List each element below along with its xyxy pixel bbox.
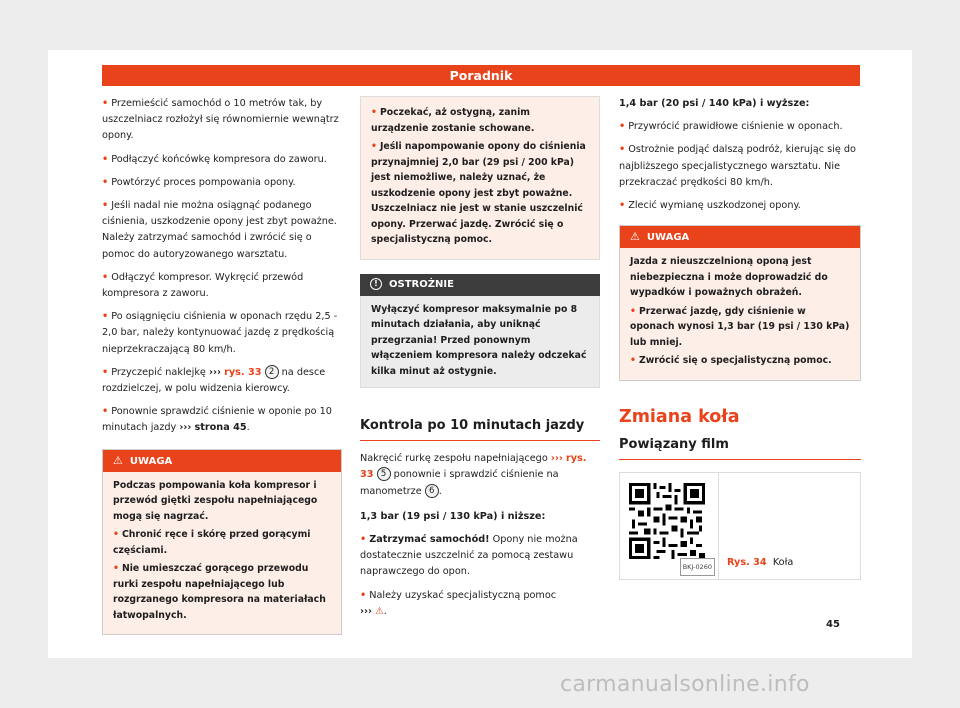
column-3 [619,96,861,580]
warning-continuation [360,96,600,260]
list-item: • Po osiągnięciu ciśnienia w oponach rzędu 2,5 - 2,0 bar, należy kontynuować jazdę z prędkością nieprzekraczającą 80 km/h. [102,311,338,355]
figure-tag: BKJ-0260 [680,558,715,576]
warning-item: • Chronić ręce i skórę przed gorącymi częściami. [113,529,311,556]
list-item: • Ostrożnie podjąć dalszą podróż, kierując się do najbliższego specjalistycznego warsztatu. Nie przekraczać prędkości 80 km/h. [619,144,856,188]
list-item: • Przywrócić prawidłowe ciśnienie w oponach. [619,121,843,133]
callout-number: 2 [265,365,279,379]
qr-code-icon[interactable] [629,483,705,559]
warning-triangle-icon: ⚠ [630,230,640,244]
callout-number: 5 [377,467,391,481]
warning-item: • Przerwać jazdę, gdy ciśnienie w oponach wynosi 1,3 bar (19 psi / 130 kPa) lub mniej. [630,305,850,348]
warning-item: • Jeśli napompowanie opony do ciśnienia przynajmniej 2,0 bar (29 psi / 200 kPa) jest niemożliwe, należy uznać, że uszkodzenie opony jest zbyt poważne. Uszczelniacz nie jest w stanie uszczelnić opony. Przerwać jazdę. Zwrócić się o specjalistyczną pomoc. [371,141,586,245]
warning-text: Podczas pompowania koła kompresor i przewód giętki zespołu napełniającego mogą się nagrzać. [113,479,318,522]
section-title: Powiązany film [619,437,861,460]
caution-text: Wyłączyć kompresor maksymalnie po 8 minutach działania, aby uniknąć przegrzania! Przed ponownym włączeniem kompresora należy odczekać kilka minut aż ostygnie. [360,296,600,389]
info-icon: ! [370,278,382,290]
subheading: 1,4 bar (20 psi / 140 kPa) i wyższe: [619,98,810,109]
page-number: 45 [826,619,840,630]
warning-box [619,225,861,381]
figure-link[interactable]: rys. 33 [224,366,262,378]
figure [619,472,861,580]
list-item: • Powtórzyć proces pompowania opony. [102,176,296,188]
list-item: • Przyczepić naklejkę ››› rys. 33 2 na desce rozdzielczej, w polu widzenia kierowcy. [102,366,326,395]
caution-box [360,274,600,389]
watermark: carmanualsonline.info [560,672,810,697]
warning-item: • Zwrócić się o specjalistyczną pomoc. [630,355,832,367]
list-item: • Odłączyć kompresor. Wykręcić przewód kompresora z zaworu. [102,271,304,300]
figure-caption: Rys. 34 Koła [727,556,794,568]
subheading: 1,3 bar (19 psi / 130 kPa) i niższe: [360,510,546,522]
chapter-title: Zmiana koła [619,406,740,427]
callout-number: 6 [425,484,439,498]
list-item: • Należy uzyskać specjalistyczną pomoc ››› ⚠. [360,589,557,617]
list-item: • Przemieścić samochód o 10 metrów tak, by uszczelniacz rozłożył się równomiernie wewnątrz opony. [102,98,339,142]
list-item: • Podłączyć końcówkę kompresora do zaworu. [102,153,327,165]
list-item: • Ponownie sprawdzić ciśnienie w oponie po 10 minutach jazdy ››› strona 45. [102,406,332,434]
figure-link[interactable]: rys. 33 [360,453,587,481]
list-item: • Zlecić wymianę uszkodzonej opony. [619,200,801,212]
warning-text: Jazda z nieuszczelnioną oponą jest niebezpieczna i może doprowadzić do wypadków i poważnych obrażeń. [630,256,828,299]
warning-header: ⚠ UWAGA [620,226,860,248]
warning-header: ⚠ UWAGA [103,450,341,472]
page-header: Poradnik [102,65,860,86]
warning-box [102,449,342,636]
warning-item: • Poczekać, aż ostygną, zanim urządzenie zostanie schowane. [371,107,535,134]
caution-header: ! OSTROŻNIE [360,274,600,296]
page-link[interactable]: strona 45 [194,422,247,434]
warning-link-icon[interactable]: ⚠ [375,605,384,617]
warning-triangle-icon: ⚠ [113,453,123,467]
section-title: Kontrola po 10 minutach jazdy [360,418,600,441]
list-item: • Jeśli nadal nie można osiągnąć podanego ciśnienia, uszkodzenie opony jest zbyt poważne. Należy zatrzymać samochód i zwrócić się o pomoc do autoryzowanego warsztatu. [102,200,337,260]
column-2 [360,96,600,627]
column-1 [102,96,342,635]
paragraph: Nakręcić rurkę zespołu napełniającego ››› rys. 33 5 ponownie i sprawdzić ciśnienie na manometrze 6 . [360,453,587,497]
warning-item: • Nie umieszczać gorącego przewodu rurki zespołu napełniającego lub rozgrzanego kompresora na materiałach łatwopalnych. [113,563,326,621]
list-item: • Zatrzymać samochód! Opony nie można dostatecznie uszczelnić za pomocą zestawu naprawczego do opon. [360,534,578,578]
